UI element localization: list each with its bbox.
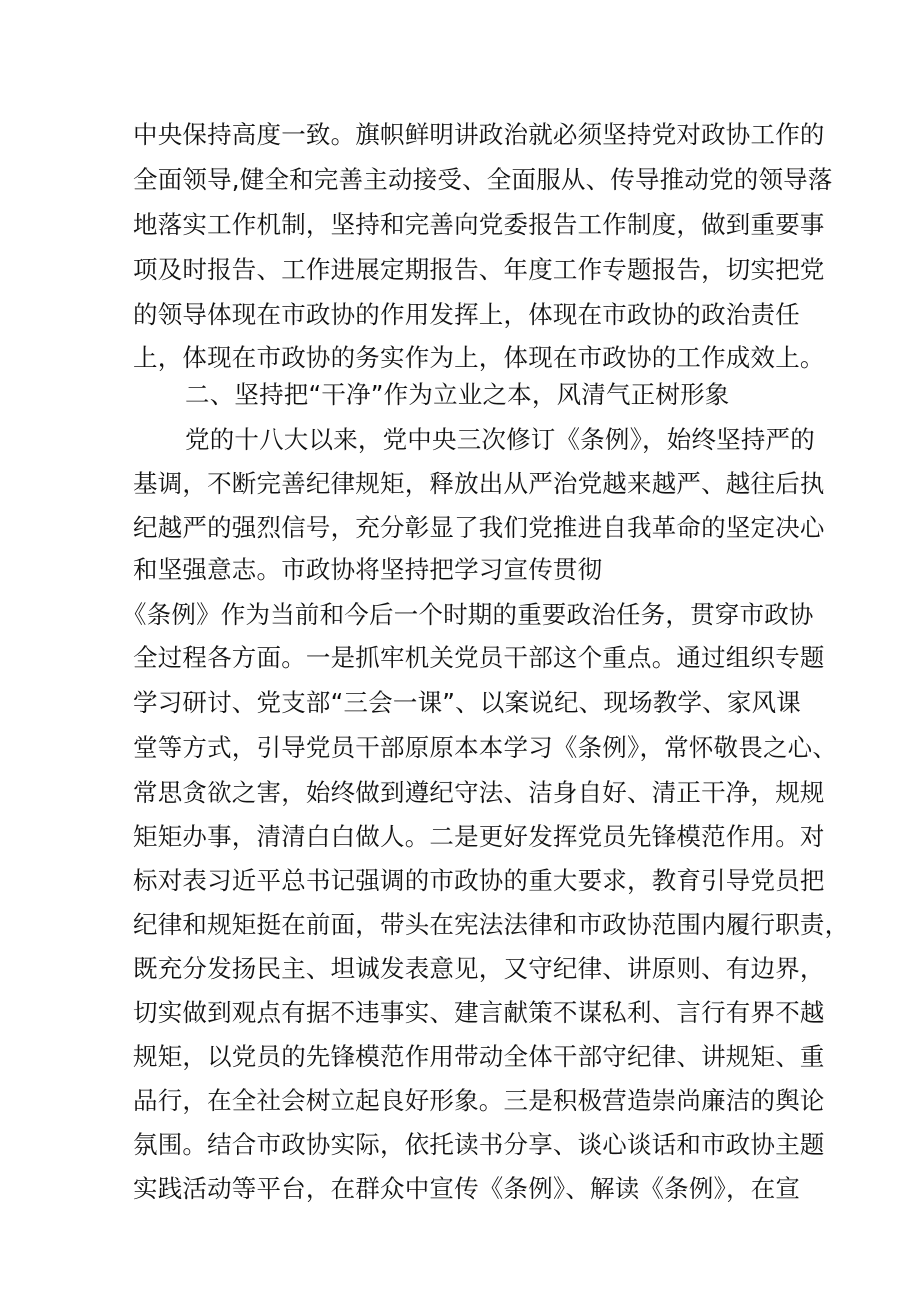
section-heading: 二、坚持把“干净”作为立业之本，风清气正树形象 — [185, 380, 730, 409]
text-line: 项及时报告、工作进展定期报告、年度工作专题报告，切实把党 — [133, 255, 825, 284]
text-line: 既充分发扬民主、坦诚发表意见，又守纪律、讲原则、有边界， — [133, 954, 825, 983]
text-line: 标对表习近平总书记强调的市政协的重大要求，教育引导党员把 — [133, 866, 825, 895]
text-line: 氛围。结合市政协实际，依托读书分享、谈心谈话和市政协主题 — [133, 1130, 825, 1159]
text-line: 学习研讨、党支部“三会一课”、以案说纪、现场教学、家风课 — [133, 688, 801, 717]
text-line: 全面领导,健全和完善主动接受、全面服从、传导推动党的领导落 — [133, 165, 833, 194]
paragraph-first-line: 党的十八大以来，党中央三次修订《条例》，始终坚持严的 — [185, 425, 815, 454]
text-line: 中央保持高度一致。旗帜鲜明讲政治就必须坚持党对政协工作的 — [133, 120, 825, 149]
text-line: 纪越严的强烈信号，充分彰显了我们党推进自我革命的坚定决心 — [133, 513, 825, 542]
text-line: 规矩，以党员的先锋模范作用带动全体干部守纪律、讲规矩、重 — [133, 1042, 825, 1071]
text-line: 矩矩办事，清清白白做人。二是更好发挥党员先锋模范作用。对 — [133, 822, 825, 851]
text-line: 基调，不断完善纪律规矩，释放出从严治党越来越严、越往后执 — [133, 469, 825, 498]
text-line: 全过程各方面。一是抓牢机关党员干部这个重点。通过组织专题 — [133, 643, 825, 672]
text-line: 堂等方式，引导党员干部原原本本学习《条例》，常怀敬畏之心、 — [133, 733, 838, 762]
text-line: 常思贪欲之害，始终做到遵纪守法、洁身自好、清正干净，规规 — [133, 778, 825, 807]
text-line: 实践活动等平台，在群众中宣传《条例》、解读《条例》，在宣 — [133, 1174, 801, 1203]
text-line: 《条例》作为当前和今后一个时期的重要政治任务，贯穿市政协 — [122, 600, 814, 629]
text-line: 地落实工作机制，坚持和完善向党委报告工作制度，做到重要事 — [133, 210, 825, 239]
text-line: 和坚强意志。市政协将坚持把学习宣传贯彻 — [133, 555, 603, 584]
text-line: 纪律和规矩挺在前面，带头在宪法法律和市政协范围内履行职责， — [133, 910, 850, 939]
text-line: 的领导体现在市政协的作用发挥上，体现在市政协的政治责任 — [133, 300, 800, 329]
text-line: 上，体现在市政协的务实作为上，体现在市政协的工作成效上。 — [133, 343, 825, 372]
text-line: 切实做到观点有据不违事实、建言献策不谋私利、言行有界不越 — [133, 998, 825, 1027]
text-line: 品行，在全社会树立起良好形象。三是积极营造崇尚廉洁的舆论 — [133, 1086, 825, 1115]
